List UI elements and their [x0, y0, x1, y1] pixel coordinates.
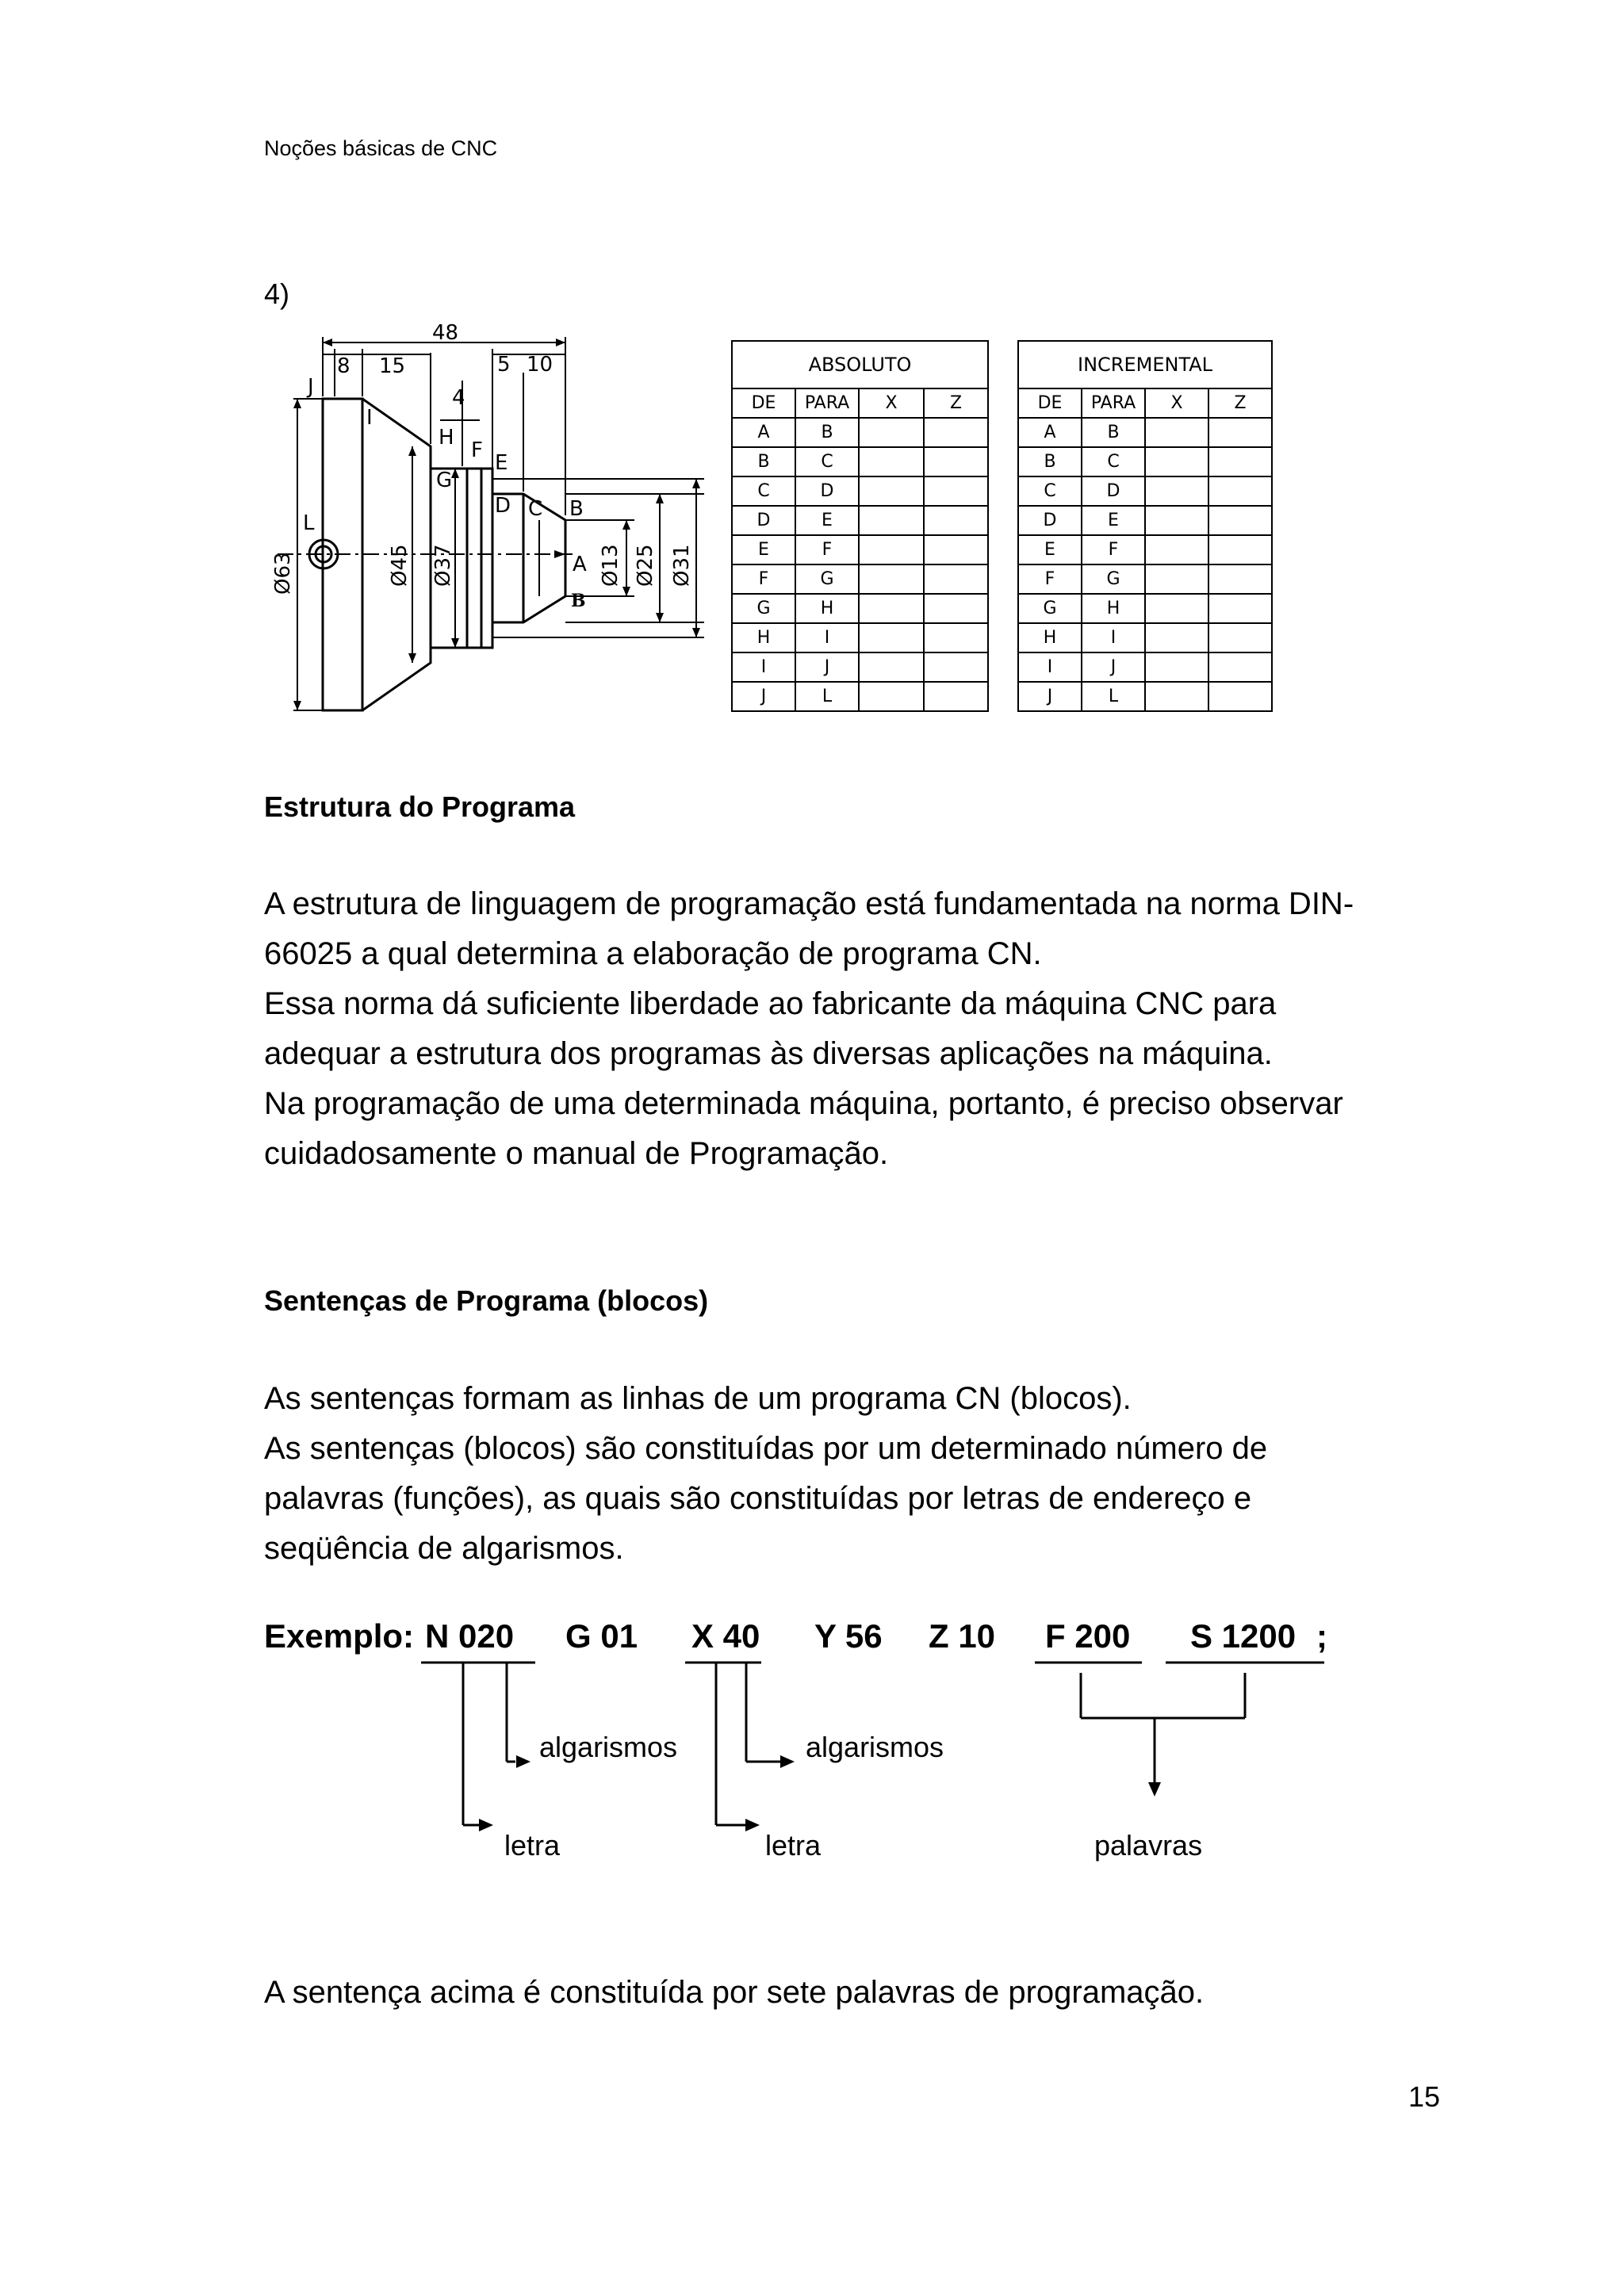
paragraph-line: A estrutura de linguagem de programação está fundamentada na norma DIN- [264, 886, 1354, 921]
point-e: E [495, 451, 508, 475]
cell-para: B [795, 418, 859, 447]
cell-de: C [732, 476, 795, 506]
cell-para: E [795, 506, 859, 535]
cell-para: G [795, 564, 859, 594]
col-z: Z [1208, 388, 1272, 418]
section-title-estrutura: Estrutura do Programa [264, 790, 576, 823]
point-g: G [436, 469, 453, 492]
cell-de: B [1018, 447, 1082, 476]
paragraph-line: 66025 a qual determina a elaboração de programa CN. [264, 936, 1042, 971]
cell-de: G [1018, 594, 1082, 623]
cell-para: D [795, 476, 859, 506]
dim-d31: Ø31 [670, 544, 694, 587]
point-l: L [303, 511, 315, 535]
block-terminator: ; [1316, 1617, 1327, 1655]
dim-4: 4 [452, 386, 465, 410]
col-de: DE [1018, 388, 1082, 418]
col-z: Z [924, 388, 988, 418]
running-header: Noções básicas de CNC [264, 136, 498, 160]
dim-d63: Ø63 [271, 552, 295, 595]
dim-d45: Ø45 [388, 544, 412, 587]
dim-5: 5 [497, 353, 511, 377]
annotation-digits-1: algarismos [539, 1731, 678, 1763]
cell-de: I [732, 652, 795, 682]
annotation-letter-2: letra [765, 1829, 822, 1862]
cell-de: F [732, 564, 795, 594]
dim-15: 15 [379, 354, 406, 378]
dim-8: 8 [337, 354, 350, 378]
col-para: PARA [1082, 388, 1145, 418]
absolute-table-title: ABSOLUTO [732, 341, 988, 388]
exercise-number: 4) [264, 277, 290, 310]
cell-para: E [1082, 506, 1145, 535]
cell-de: H [732, 623, 795, 652]
dim-10: 10 [527, 353, 553, 377]
cell-para: F [795, 535, 859, 564]
cell-de: E [1018, 535, 1082, 564]
cell-para: L [1082, 682, 1145, 711]
word-g: G 01 [565, 1617, 638, 1655]
dim-48: 48 [432, 321, 459, 345]
cell-de: G [732, 594, 795, 623]
paragraph-line: Na programação de uma determinada máquina, portanto, é preciso observar [264, 1086, 1343, 1121]
paragraph-line: Essa norma dá suficiente liberdade ao fabricante da máquina CNC para [264, 986, 1277, 1021]
section-title-sentencas: Sentenças de Programa (blocos) [264, 1284, 709, 1317]
cell-para: L [795, 682, 859, 711]
cell-de: A [1018, 418, 1082, 447]
paragraph-line: adequar a estrutura dos programas às diversas aplicações na máquina. [264, 1036, 1273, 1071]
word-y: Y 56 [814, 1617, 883, 1655]
paragraph-line: cuidadosamente o manual de Programação. [264, 1136, 889, 1171]
word-z: Z 10 [929, 1617, 996, 1655]
annotation-words: palavras [1094, 1829, 1203, 1862]
cell-para: G [1082, 564, 1145, 594]
point-h: H [439, 426, 454, 450]
cell-para: C [1082, 447, 1145, 476]
col-de: DE [732, 388, 795, 418]
paragraph-line: palavras (funções), as quais são constituídas por letras de endereço e [264, 1481, 1252, 1516]
incremental-table-title: INCREMENTAL [1018, 341, 1272, 388]
point-f: F [471, 438, 483, 462]
cell-de: A [732, 418, 795, 447]
point-d: D [495, 494, 511, 518]
paragraph-line: As sentenças (blocos) são constituídas por um determinado número de [264, 1431, 1268, 1466]
dim-d25: Ø25 [634, 544, 657, 587]
cell-de: F [1018, 564, 1082, 594]
cell-para: C [795, 447, 859, 476]
cell-de: H [1018, 623, 1082, 652]
paragraph-line: As sentenças formam as linhas de um programa CN (blocos). [264, 1381, 1132, 1416]
cell-para: F [1082, 535, 1145, 564]
cell-para: I [795, 623, 859, 652]
cell-para: D [1082, 476, 1145, 506]
cell-de: E [732, 535, 795, 564]
word-f: F 200 [1045, 1617, 1131, 1655]
conclusion-text: A sentença acima é constituída por sete palavras de programação. [264, 1975, 1205, 2010]
annotation-letter-1: letra [504, 1829, 561, 1862]
cell-de: B [732, 447, 795, 476]
cell-de: I [1018, 652, 1082, 682]
cell-de: C [1018, 476, 1082, 506]
cell-de: D [732, 506, 795, 535]
col-x: X [1145, 388, 1208, 418]
example-label: Exemplo: [264, 1617, 415, 1655]
word-x: X 40 [691, 1617, 760, 1655]
col-x: X [859, 388, 924, 418]
point-j: J [308, 375, 314, 399]
cell-para: I [1082, 623, 1145, 652]
page-number: 15 [1408, 2080, 1441, 2113]
col-para: PARA [795, 388, 859, 418]
cell-de: D [1018, 506, 1082, 535]
cell-para: J [1082, 652, 1145, 682]
word-s: S 1200 [1190, 1617, 1297, 1655]
point-a: A [573, 553, 587, 576]
paragraph-line: seqüência de algarismos. [264, 1531, 624, 1566]
annotation-digits-2: algarismos [806, 1731, 944, 1763]
dim-d13: Ø13 [599, 544, 622, 587]
cell-de: J [1018, 682, 1082, 711]
point-b-mark: B [571, 591, 586, 611]
cell-para: B [1082, 418, 1145, 447]
point-c: C [528, 497, 543, 521]
point-b: B [569, 497, 584, 521]
cell-para: H [1082, 594, 1145, 623]
point-i: I [366, 406, 373, 430]
cell-para: J [795, 652, 859, 682]
word-n: N 020 [425, 1617, 515, 1655]
cell-de: J [732, 682, 795, 711]
dim-d37: Ø37 [431, 544, 455, 587]
cell-para: H [795, 594, 859, 623]
